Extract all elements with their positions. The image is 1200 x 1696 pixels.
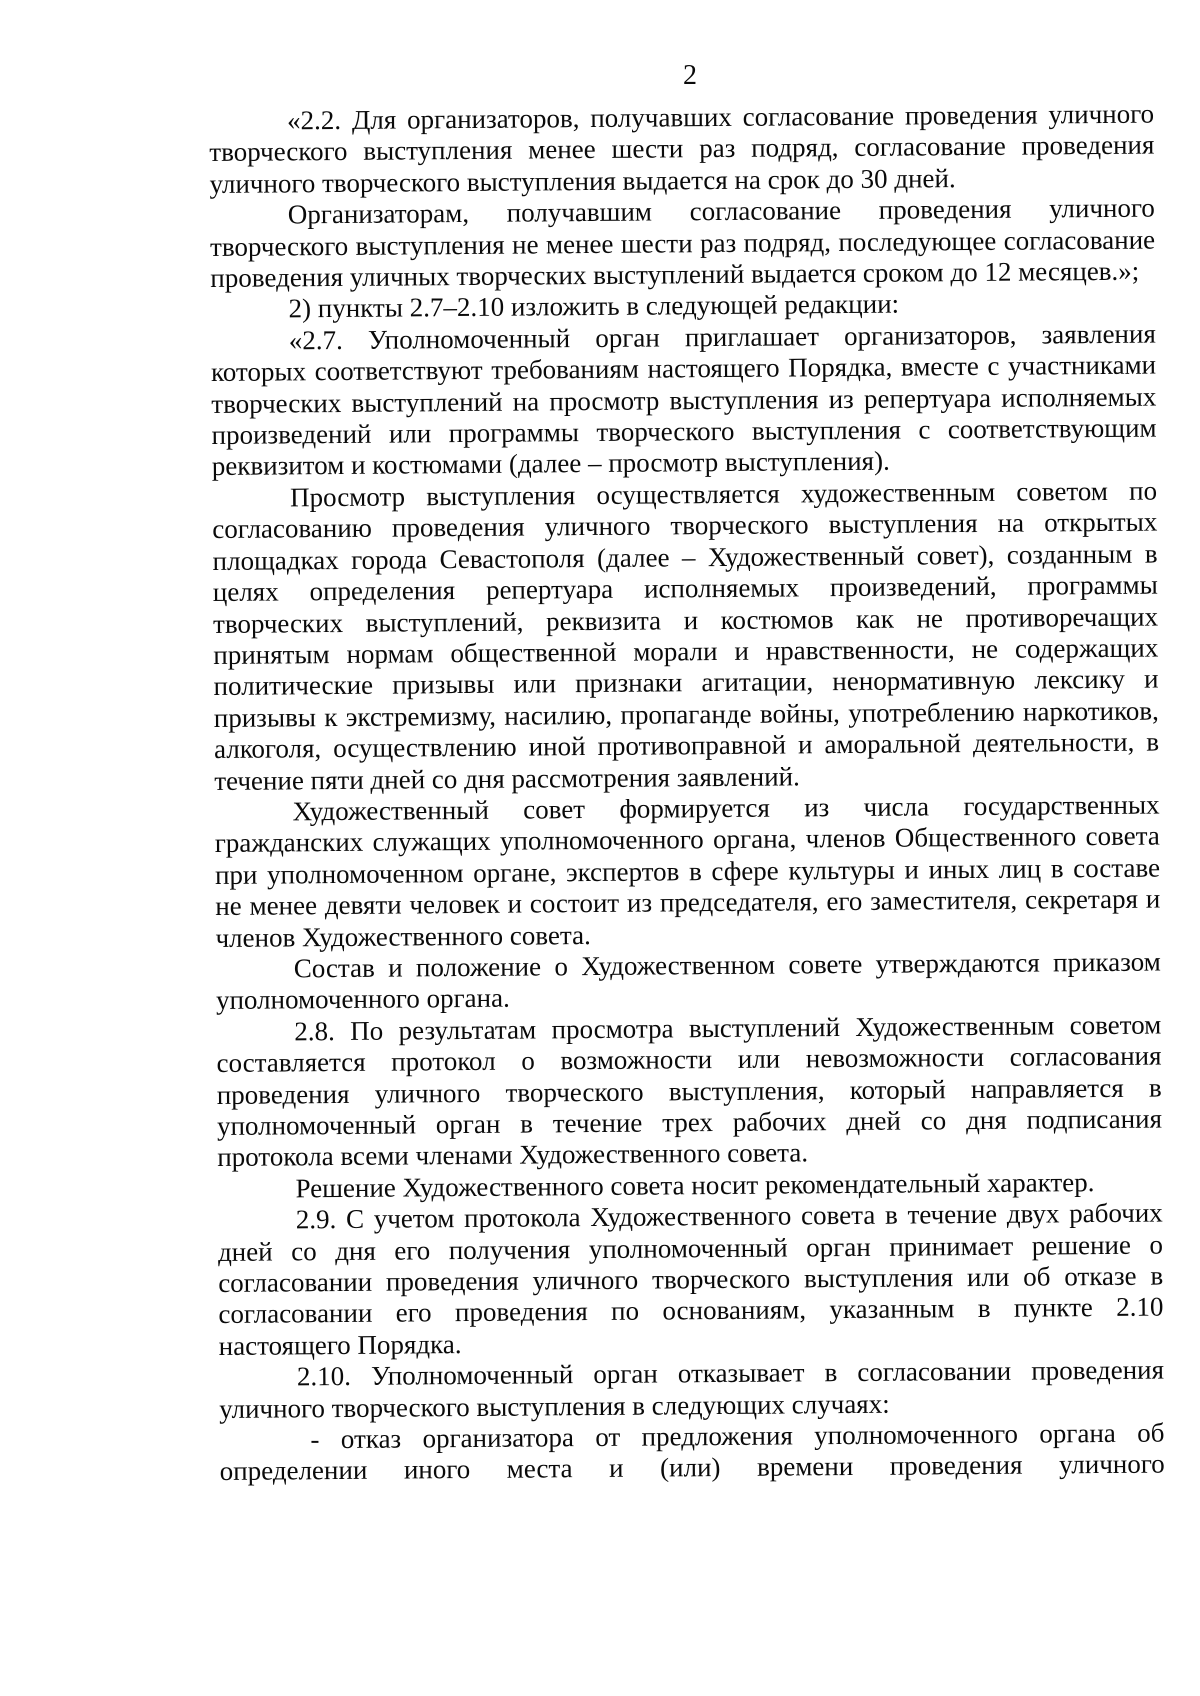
paragraph-organizers: Организаторам, получавшим согласование проведения уличного творческого выступления не менее шести раз подряд, последующее согласование проведения уличных творческих выступлений выдается сроком до 12 месяцев.»;: [209, 192, 1156, 294]
paragraph-amendment-2: 2) пункты 2.7–2.10 изложить в следующей редакции:: [288, 289, 900, 324]
paragraph-2-9: 2.9. С учетом протокола Художественного совета в течение двух рабочих дней со дня его получения уполномоченный орган принимает решение о согласовании проведения уличного творческого выступления или об отказе в согласовании его проведения по основаниям, указанным в пункте 2.10 настоящего Порядка.: [217, 1197, 1164, 1361]
paragraph-2-10: 2.10. Уполномоченный орган отказывает в согласовании проведения уличного творческого выступления в следующих случаях:: [219, 1354, 1165, 1424]
document-body: [209, 99, 1165, 1488]
paragraph-council-decision: Решение Художественного совета носит рекомендательный характер.: [295, 1166, 1095, 1204]
list-item-refusal: - отказ организатора от предложения уполномоченного органа об определении иного места и (или) времени проведения уличного: [219, 1417, 1165, 1487]
page-number: 2: [683, 60, 697, 91]
paragraph-council-composition: Состав и положение о Художественном совете утверждаются приказом уполномоченного органа.: [215, 946, 1161, 1016]
paragraph-2-8: 2.8. По результатам просмотра выступлений Художественным советом составляется протокол о возможности или невозможности согласования проведения уличного творческого выступления, который направляется в уполномоченный орган в течение трех рабочих дней со дня подписания протокола всеми членами Художественного совета.: [216, 1009, 1163, 1173]
paragraph-review-council: Просмотр выступления осуществляется художественным советом по согласованию проведения уличного творческого выступления на открытых площадках города Севастополя (далее – Художественный совет), созданным в целях определения репертуара исполняемых произведений, программы творческих выступлений, реквизита и костюмов как не противоречащих принятым нормам общественной морали и нравственности, не содержащих политические призывы или признаки агитации, ненормативную лексику и призывы к экстремизму, насилию, пропаганде войны, употреблению наркотиков, алкоголя, осуществлению иной противоправной и аморальной деятельности, в течение пяти дней со дня рассмотрения заявлений.: [212, 475, 1160, 796]
paragraph-2-2: «2.2. Для организаторов, получавших согласование проведения уличного творческого выступления менее шести раз подряд, согласование проведения уличного творческого выступления выдается на срок до 30 дней.: [209, 98, 1155, 199]
paragraph-2-7: «2.7. Уполномоченный орган приглашает организаторов, заявления которых соответствуют требованиям настоящего Порядка, вместе с участниками творческих выступлений на просмотр выступления из репертуара исполняемых произведений или программы творческого выступления с соответствующим реквизитом и костюмами (далее – просмотр выступления).: [210, 318, 1157, 482]
paragraph-council-formation: Художественный совет формируется из числа государственных гражданских служащих уполномоченного органа, членов Общественного совета при уполномоченном органе, экспертов в сфере культуры и иных лиц в составе не менее девяти человек и состоит из председателя, его заместителя, секретаря и членов Художественного совета.: [214, 789, 1161, 953]
